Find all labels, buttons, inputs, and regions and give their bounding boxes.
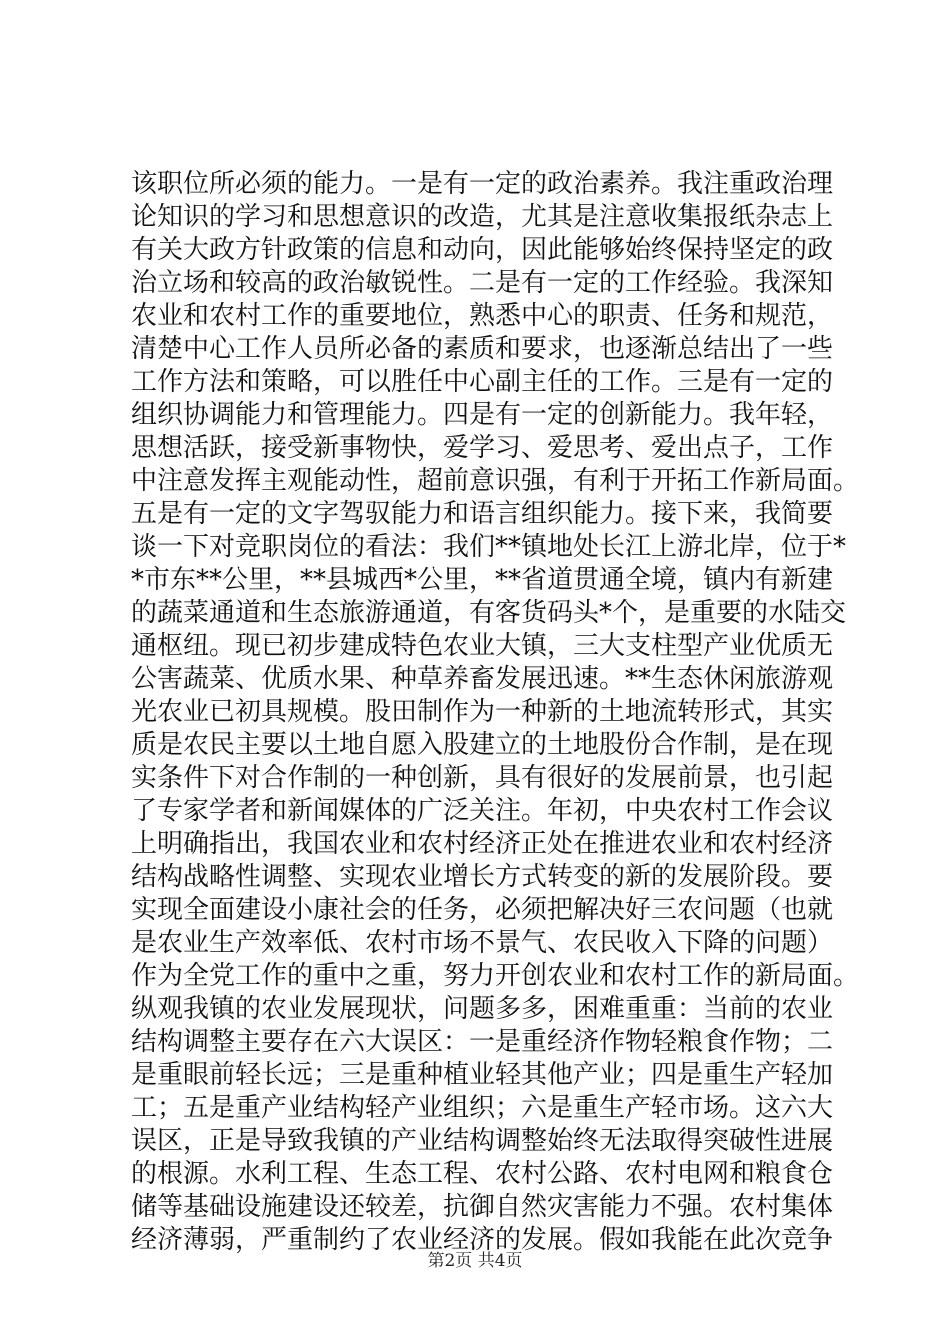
text-line: 工；五是重产业结构轻产业组织；六是重生产轻市场。这六大 [131,1093,834,1123]
text-line: 结构调整主要存在六大误区：一是重经济作物轻粮食作物；二 [131,1027,834,1057]
text-line: 农业和农村工作的重要地位，熟悉中心的职责、任务和规范， [131,301,834,331]
text-line: 了专家学者和新闻媒体的广泛关注。年初，中央农村工作会议 [131,796,834,826]
text-line: 中注意发挥主观能动性，超前意识强，有利于开拓工作新局面。 [131,466,860,496]
text-line: 思想活跃，接受新事物快，爱学习、爱思考、爱出点子，工作 [131,433,834,463]
text-line: 质是农民主要以土地自愿入股建立的土地股份合作制，是在现 [131,730,834,760]
text-line: 谈一下对竞职岗位的看法：我们**镇地处长江上游北岸，位于* [131,532,847,562]
text-line: *市东**公里，**县城西*公里，**省道贯通全境，镇内有新建 [131,565,834,595]
text-line: 是农业生产效率低、农村市场不景气、农民收入下降的问题） [131,928,834,958]
body-text [131,168,861,1257]
text-line: 该职位所必须的能力。一是有一定的政治素养。我注重政治理 [131,169,834,199]
page-footer: 第2页 共4页 [427,1251,523,1271]
text-line: 实现全面建设小康社会的任务，必须把解决好三农问题（也就 [131,895,834,925]
text-line: 是重眼前轻长远；三是重种植业轻其他产业；四是重生产轻加 [131,1060,834,1090]
text-line: 五是有一定的文字驾驭能力和语言组织能力。接下来，我简要 [131,499,834,529]
text-line: 误区，正是导致我镇的产业结构调整始终无法取得突破性进展 [131,1126,834,1156]
text-line: 工作方法和策略，可以胜任中心副主任的工作。三是有一定的 [131,367,834,397]
text-line: 的根源。水利工程、生态工程、农村公路、农村电网和粮食仓 [131,1159,834,1189]
text-line: 光农业已初具规模。股田制作为一种新的土地流转形式，其实 [131,697,834,727]
text-line: 论知识的学习和思想意识的改造，尤其是注意收集报纸杂志上 [131,202,834,232]
text-line: 结构战略性调整、实现农业增长方式转变的新的发展阶段。要 [131,862,834,892]
text-line: 清楚中心工作人员所必备的素质和要求，也逐渐总结出了一些 [131,334,834,364]
text-line: 的蔬菜通道和生态旅游通道，有客货码头*个，是重要的水陆交 [131,598,847,628]
text-line: 治立场和较高的政治敏锐性。二是有一定的工作经验。我深知 [131,268,834,298]
text-line: 纵观我镇的农业发展现状，问题多多，困难重重：当前的农业 [131,994,834,1024]
text-line: 作为全党工作的重中之重，努力开创农业和农村工作的新局面。 [131,961,860,991]
text-line: 通枢纽。现已初步建成特色农业大镇，三大支柱型产业优质无 [131,631,834,661]
text-line: 经济薄弱，严重制约了农业经济的发展。假如我能在此次竞争 [131,1225,834,1255]
text-line: 上明确指出，我国农业和农村经济正处在推进农业和农村经济 [131,829,834,859]
text-line: 公害蔬菜、优质水果、种草养畜发展迅速。**生态休闲旅游观 [131,664,834,694]
text-line: 储等基础设施建设还较差，抗御自然灾害能力不强。农村集体 [131,1192,834,1222]
text-line: 有关大政方针政策的信息和动向，因此能够始终保持坚定的政 [131,235,834,265]
text-line: 实条件下对合作制的一种创新，具有很好的发展前景，也引起 [131,763,834,793]
text-line: 组织协调能力和管理能力。四是有一定的创新能力。我年轻， [131,400,834,430]
